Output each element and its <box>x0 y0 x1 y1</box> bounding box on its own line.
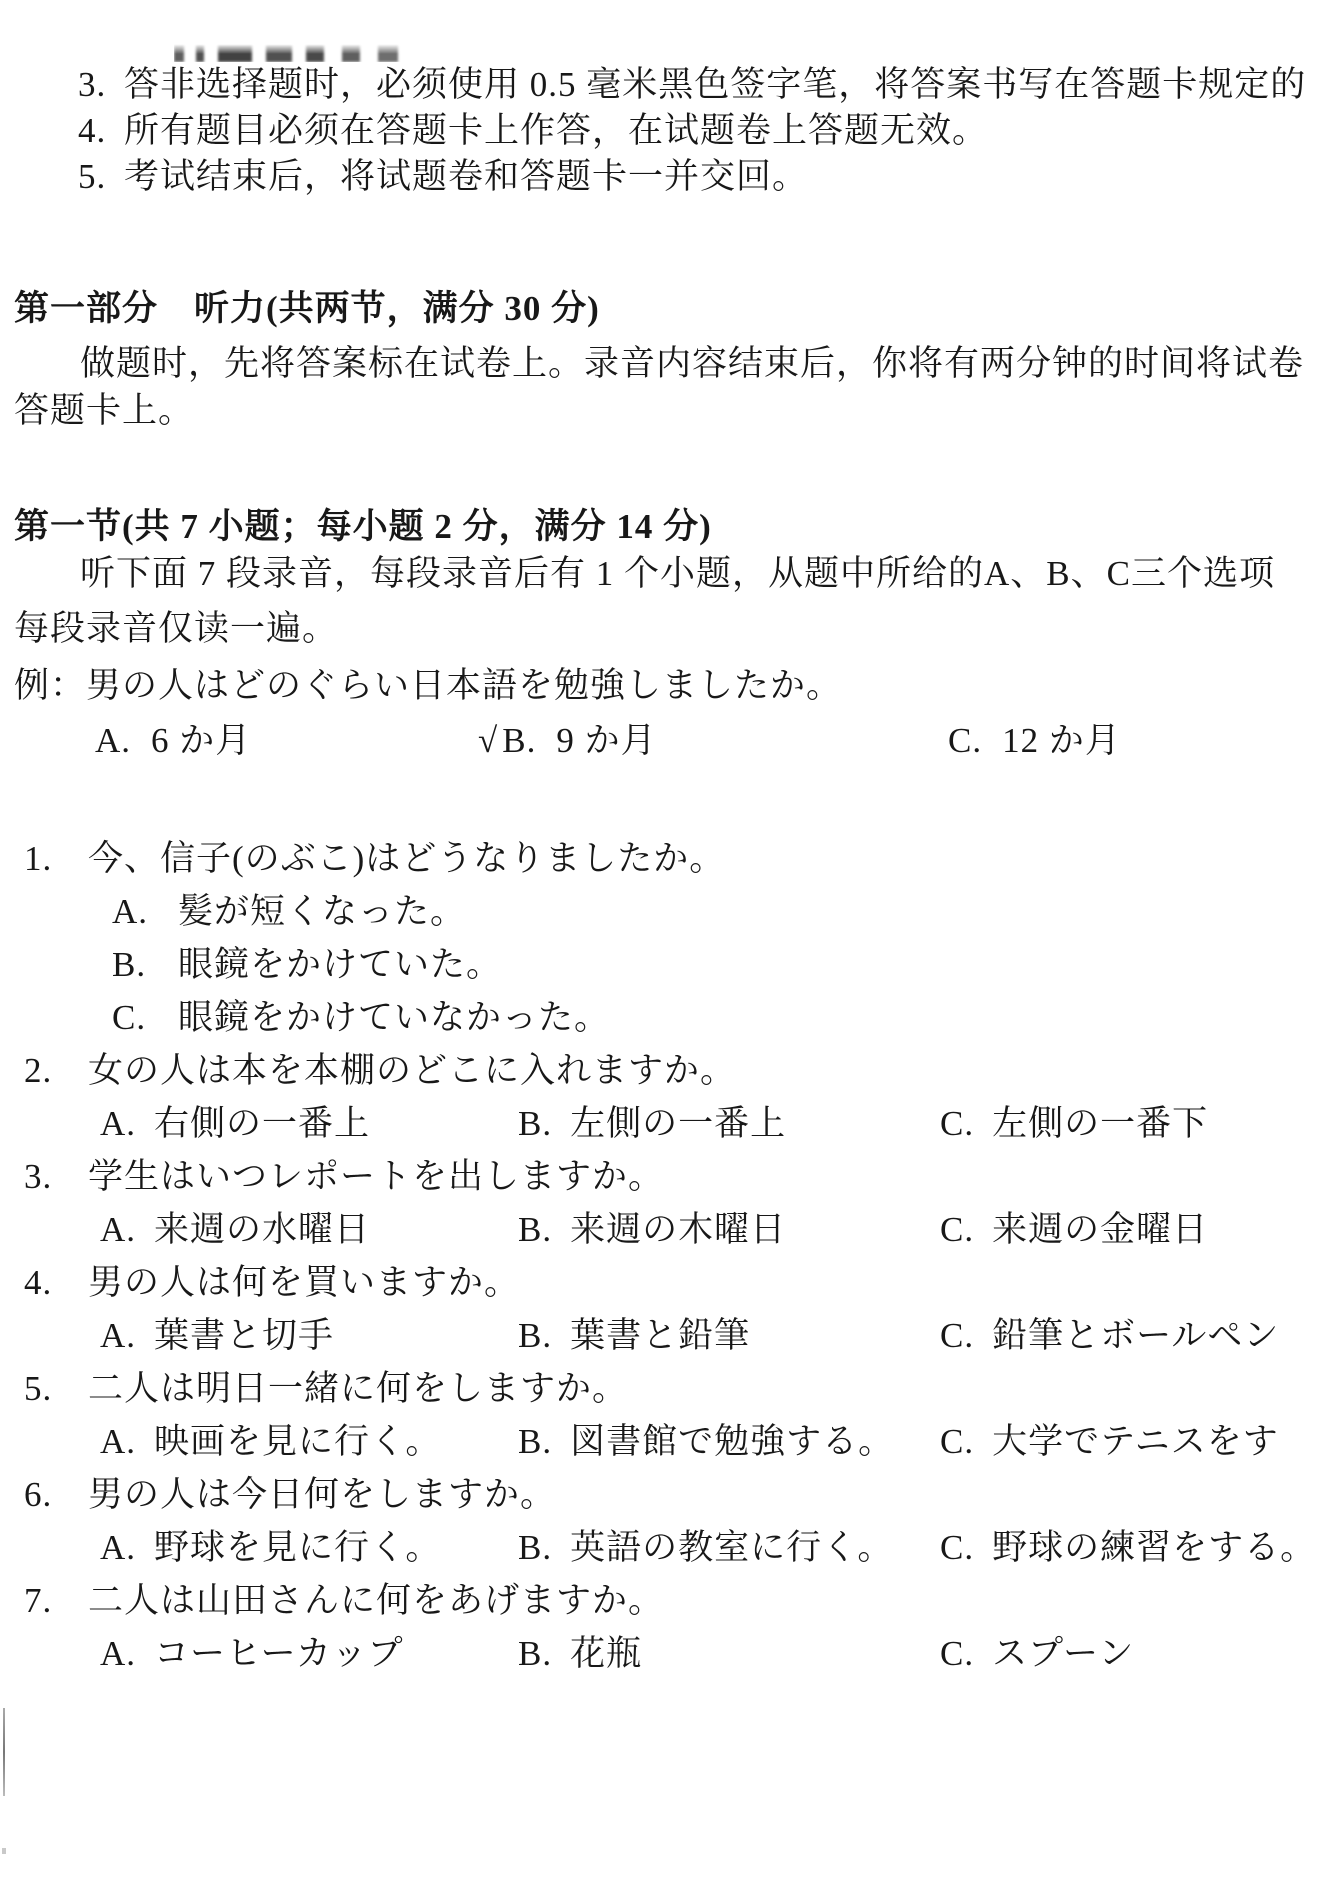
option-b <box>518 1097 786 1150</box>
option-a <box>100 1521 441 1574</box>
option-a <box>100 1627 404 1680</box>
question-number: 6. <box>24 1475 53 1514</box>
option-label: A. <box>100 1104 137 1143</box>
option-text: スプーン <box>992 1634 1135 1673</box>
question-text: 男の人は何を買いますか。 <box>88 1263 521 1302</box>
example-option-b <box>478 720 657 762</box>
option-text: 来週の木曜日 <box>570 1210 787 1249</box>
option-text: 映画を見に行く。 <box>154 1422 442 1461</box>
question-text: 二人は明日一緒に何をしますか。 <box>88 1369 629 1408</box>
option-line <box>0 991 1331 1044</box>
section1-heading: 第一节(共 7 小题；每小题 2 分，满分 14 分) <box>14 507 712 546</box>
question-line <box>0 1468 1331 1521</box>
option-label: C. <box>940 1528 975 1567</box>
option-text: 12 か月 <box>1002 721 1121 760</box>
option-b <box>518 1627 642 1680</box>
question-text: 男の人は今日何をしますか。 <box>88 1475 557 1514</box>
option-text: 眼鏡をかけていなかった。 <box>178 998 611 1037</box>
options-row <box>0 1203 1331 1256</box>
question-line <box>0 1150 1331 1203</box>
option-text: 6 か月 <box>151 721 252 760</box>
question-number: 7. <box>24 1581 53 1620</box>
option-label: B. <box>518 1210 553 1249</box>
options-row <box>0 1521 1331 1574</box>
illegible-print-fragment <box>174 44 422 62</box>
option-c <box>940 1097 1208 1150</box>
option-text: 野球の練習をする。 <box>992 1528 1317 1567</box>
question-text: 今、信子(のぶこ)はどうなりましたか。 <box>88 839 726 878</box>
instruction-line-5 <box>0 156 1331 198</box>
option-b <box>518 1415 894 1468</box>
option-line <box>0 885 1331 938</box>
option-b <box>518 1521 893 1574</box>
option-text: コーヒーカップ <box>154 1634 404 1673</box>
option-text: 9 か月 <box>556 721 657 760</box>
instruction-text: 考试结束后，将试题卷和答题卡一并交回。 <box>124 157 809 196</box>
part1-intro-line1: 做题时，先将答案标在试卷上。录音内容结束后，你将有两分钟的时间将试卷 <box>80 344 1305 383</box>
option-label: B. <box>518 1422 553 1461</box>
example-option-a <box>95 720 251 762</box>
option-text: 花瓶 <box>570 1634 643 1673</box>
option-label: C. <box>940 1210 975 1249</box>
option-label: B. <box>112 945 147 984</box>
instruction-text: 所有题目必须在答题卡上作答，在试题卷上答题无效。 <box>124 111 989 150</box>
option-text: 葉書と切手 <box>154 1316 335 1355</box>
option-c <box>940 1415 1279 1468</box>
option-label: B. <box>518 1634 553 1673</box>
question-line <box>0 1574 1331 1627</box>
option-text: 来週の水曜日 <box>154 1210 371 1249</box>
instruction-text: 答非选择题时，必须使用 0.5 毫米黑色签字笔，将答案书写在答题卡规定的 <box>124 65 1307 104</box>
option-label: C. <box>940 1104 975 1143</box>
option-b <box>518 1203 786 1256</box>
option-c <box>940 1203 1208 1256</box>
scan-edge-artifact-dot <box>2 1848 6 1854</box>
option-label: B. <box>518 1528 553 1567</box>
option-label: C. <box>112 998 147 1037</box>
option-label: A. <box>112 892 149 931</box>
option-a <box>100 1097 370 1150</box>
option-text: 右側の一番上 <box>154 1104 371 1143</box>
option-a <box>100 1203 370 1256</box>
instruction-number: 5. <box>78 157 107 196</box>
question-number: 1. <box>24 839 53 878</box>
option-text: 髪が短くなった。 <box>178 892 467 931</box>
question-line <box>0 832 1331 885</box>
option-text: 左側の一番上 <box>570 1104 787 1143</box>
option-text: 大学でテニスをす <box>992 1422 1279 1461</box>
option-c <box>940 1309 1279 1362</box>
options-row <box>0 1309 1331 1362</box>
instruction-line-4 <box>0 110 1331 152</box>
instruction-line-3 <box>0 64 1331 106</box>
option-text: 野球を見に行く。 <box>154 1528 442 1567</box>
option-text: 鉛筆とボールペン <box>992 1316 1280 1355</box>
option-label: B. <box>518 1316 553 1355</box>
option-text: 英語の教室に行く。 <box>570 1528 894 1567</box>
option-text: 来週の金曜日 <box>992 1210 1209 1249</box>
option-label: A. <box>100 1528 137 1567</box>
instruction-number: 3. <box>78 65 107 104</box>
options-row <box>0 1627 1331 1680</box>
option-label: B. <box>502 721 537 760</box>
question-number: 4. <box>24 1263 53 1302</box>
options-row <box>0 1097 1331 1150</box>
option-label: A. <box>95 721 132 760</box>
check-mark: √ <box>478 721 499 760</box>
question-text: 学生はいつレポートを出しますか。 <box>88 1157 665 1196</box>
option-label: A. <box>100 1210 137 1249</box>
option-a <box>100 1415 441 1468</box>
option-label: A. <box>100 1316 137 1355</box>
part1-intro-line2: 答题卡上。 <box>14 391 195 430</box>
example-option-c <box>948 720 1121 762</box>
option-line <box>0 938 1331 991</box>
option-label: C. <box>940 1316 975 1355</box>
option-b <box>518 1309 750 1362</box>
option-label: C. <box>948 721 983 760</box>
options-row <box>0 1415 1331 1468</box>
question-line <box>0 1256 1331 1309</box>
option-label: A. <box>100 1634 137 1673</box>
section1-intro-line2: 每段录音仅读一遍。 <box>14 609 339 648</box>
option-label: A. <box>100 1422 137 1461</box>
part1-heading: 第一部分 听力(共两节，满分 30 分) <box>14 289 600 328</box>
option-label: B. <box>518 1104 553 1143</box>
option-text: 図書館で勉強する。 <box>570 1422 895 1461</box>
option-text: 葉書と鉛筆 <box>570 1316 751 1355</box>
option-label: C. <box>940 1634 975 1673</box>
question-text: 二人は山田さんに何をあげますか。 <box>88 1581 665 1620</box>
question-number: 2. <box>24 1051 53 1090</box>
question-line <box>0 1362 1331 1415</box>
question-line <box>0 1044 1331 1097</box>
option-c <box>940 1521 1316 1574</box>
example-options-row <box>0 720 1331 766</box>
question-text: 女の人は本を本棚のどこに入れますか。 <box>88 1051 737 1090</box>
option-text: 眼鏡をかけていた。 <box>178 945 503 984</box>
option-text: 左側の一番下 <box>992 1104 1209 1143</box>
option-label: C. <box>940 1422 975 1461</box>
section1-intro-line1: 听下面 7 段录音，每段录音后有 1 个小题，从题中所给的A、B、C三个选项 <box>80 554 1275 593</box>
example-question: 例：男の人はどのぐらい日本語を勉強しましたか。 <box>14 666 843 705</box>
scan-edge-artifact-line <box>3 1708 5 1796</box>
question-number: 5. <box>24 1369 53 1408</box>
instruction-number: 4. <box>78 111 107 150</box>
option-c <box>940 1627 1134 1680</box>
option-a <box>100 1309 334 1362</box>
question-number: 3. <box>24 1157 53 1196</box>
question-list <box>0 832 1331 1680</box>
